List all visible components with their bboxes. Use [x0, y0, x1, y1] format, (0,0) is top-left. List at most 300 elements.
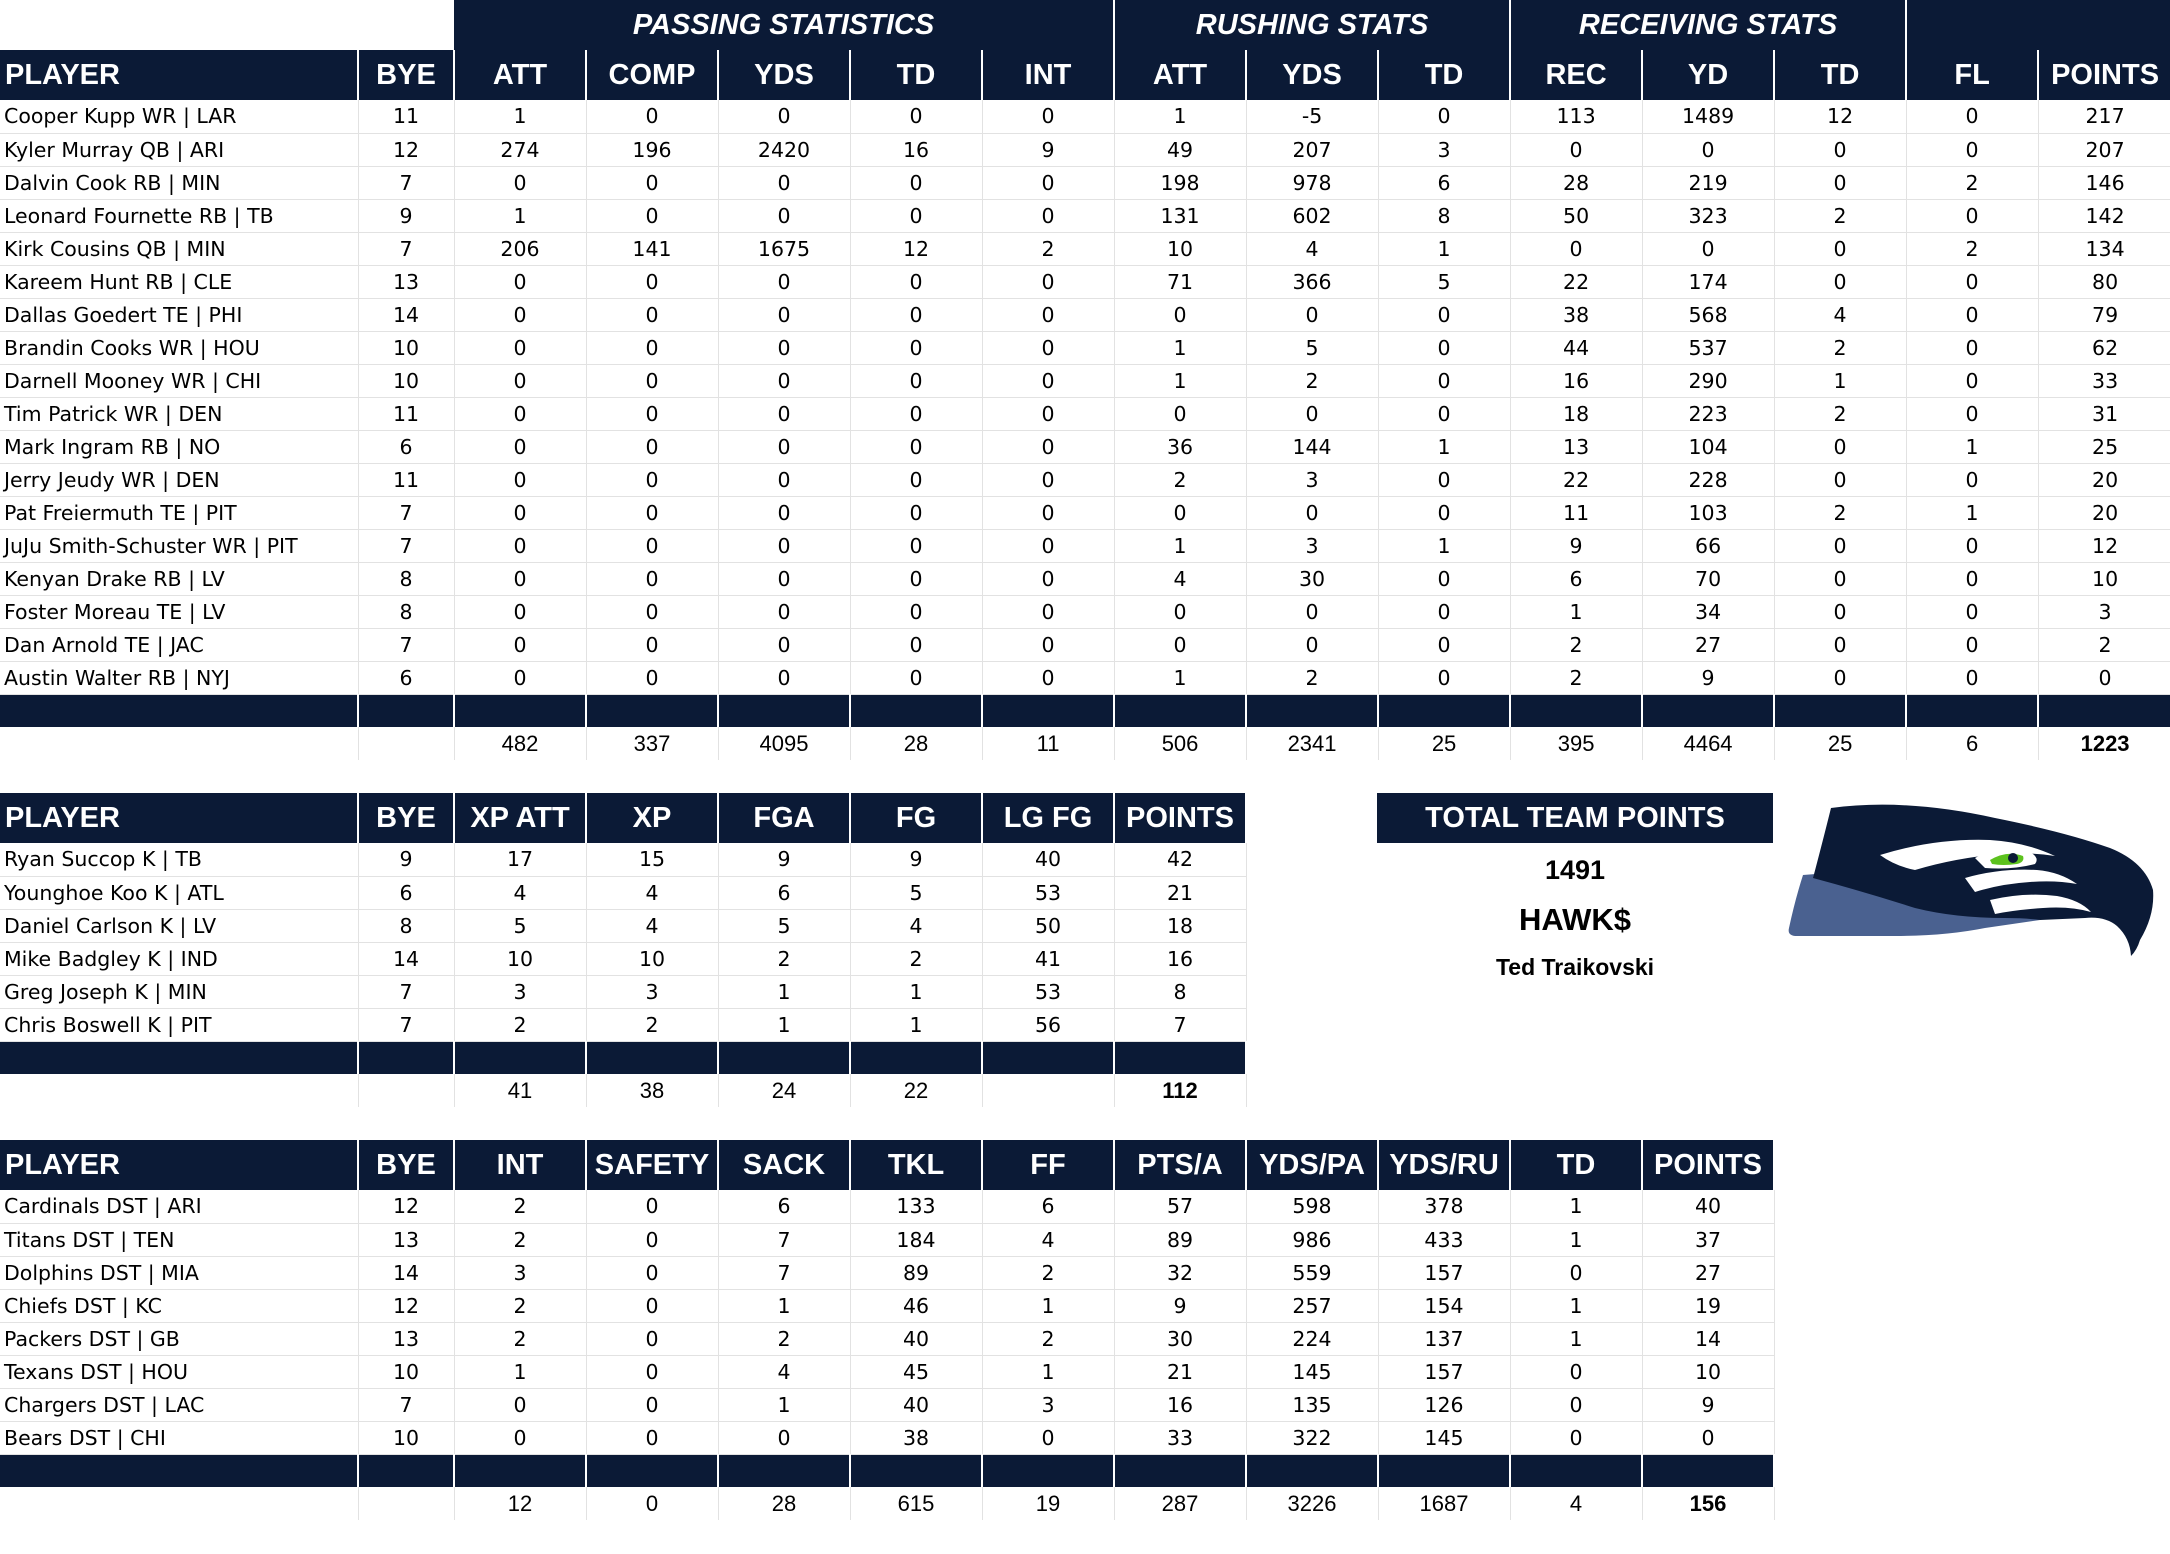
stat-cell: 89 — [1114, 1223, 1246, 1256]
stat-cell: 27 — [1642, 628, 1774, 661]
stat-cell: 0 — [1774, 628, 1906, 661]
total-cell — [982, 1074, 1114, 1107]
stat-cell: 8 — [1114, 975, 1246, 1008]
player-name-cell: Ryan Succop K | TB — [0, 843, 358, 876]
stat-cell: 0 — [586, 265, 718, 298]
stat-cell: 0 — [586, 397, 718, 430]
stat-cell: 1 — [718, 1008, 850, 1041]
stat-cell: 11 — [358, 397, 454, 430]
stat-cell: 3 — [982, 1388, 1114, 1421]
stat-cell: 2 — [1510, 661, 1642, 694]
stat-cell: 0 — [1378, 331, 1510, 364]
stat-cell: 0 — [1906, 265, 2038, 298]
stat-cell: 21 — [1114, 1355, 1246, 1388]
stat-cell: 1 — [1378, 529, 1510, 562]
stat-cell: 207 — [1246, 133, 1378, 166]
total-cell: 506 — [1114, 727, 1246, 760]
stat-cell: 0 — [850, 331, 982, 364]
stat-cell: 7 — [358, 1388, 454, 1421]
stat-cell: 6 — [1378, 166, 1510, 199]
stat-cell: 145 — [1378, 1421, 1510, 1454]
table-row — [0, 529, 2170, 562]
stat-cell: 0 — [982, 628, 1114, 661]
stat-cell: 13 — [358, 1223, 454, 1256]
stat-cell: 0 — [850, 100, 982, 133]
team-name: HAWK$ — [1519, 902, 1631, 937]
table-row — [0, 661, 2170, 694]
stat-cell: 0 — [586, 1355, 718, 1388]
stat-cell: 15 — [586, 843, 718, 876]
stat-cell: 0 — [1906, 595, 2038, 628]
stat-cell: 1 — [718, 1388, 850, 1421]
stat-cell: 0 — [850, 430, 982, 463]
stat-cell: 0 — [586, 661, 718, 694]
stat-cell: 4 — [586, 909, 718, 942]
stat-cell: 0 — [586, 1388, 718, 1421]
stat-cell: 0 — [1114, 397, 1246, 430]
stat-cell: 290 — [1642, 364, 1774, 397]
total-cell — [0, 1074, 358, 1107]
totals-row — [0, 1074, 1246, 1107]
stat-cell: 0 — [1378, 562, 1510, 595]
stat-cell: 0 — [1774, 133, 1906, 166]
stat-cell: 0 — [454, 463, 586, 496]
stat-cell: 145 — [1246, 1355, 1378, 1388]
total-cell: 4095 — [718, 727, 850, 760]
stat-cell: 17 — [454, 843, 586, 876]
stat-cell: 0 — [1246, 595, 1378, 628]
stat-cell: 223 — [1642, 397, 1774, 430]
stat-cell: 0 — [586, 463, 718, 496]
stat-cell: 0 — [586, 298, 718, 331]
total-cell: 615 — [850, 1487, 982, 1520]
stat-cell: 6 — [358, 430, 454, 463]
stat-cell: 0 — [454, 364, 586, 397]
defense-col-header-bye: BYE — [358, 1140, 454, 1190]
stat-cell: 559 — [1246, 1256, 1378, 1289]
stat-cell: 1489 — [1642, 100, 1774, 133]
stat-cell: 2 — [454, 1223, 586, 1256]
player-name-cell: Bears DST | CHI — [0, 1421, 358, 1454]
stat-cell: 0 — [586, 595, 718, 628]
stat-cell: 0 — [1774, 166, 1906, 199]
stat-cell: 0 — [586, 1289, 718, 1322]
stat-cell: 7 — [718, 1256, 850, 1289]
stat-cell: 6 — [718, 876, 850, 909]
stat-cell: 53 — [982, 975, 1114, 1008]
stat-cell: 0 — [586, 496, 718, 529]
player-name-cell: Darnell Mooney WR | CHI — [0, 364, 358, 397]
stat-cell: 157 — [1378, 1256, 1510, 1289]
offense-col-header-fl: FL — [1906, 50, 2038, 100]
stat-cell: 10 — [358, 331, 454, 364]
stat-cell: 53 — [982, 876, 1114, 909]
stat-cell: 0 — [1906, 331, 2038, 364]
stat-cell: 4 — [982, 1223, 1114, 1256]
stat-cell: 1 — [718, 975, 850, 1008]
stat-cell: 0 — [454, 562, 586, 595]
table-row — [0, 496, 2170, 529]
receiving-group-header: RECEIVING STATS — [1510, 0, 1906, 50]
stat-cell: 0 — [1378, 397, 1510, 430]
stat-cell: 3 — [2038, 595, 2170, 628]
total-cell: 24 — [718, 1074, 850, 1107]
stat-cell: 41 — [982, 942, 1114, 975]
stat-cell: 16 — [850, 133, 982, 166]
stat-cell: 0 — [718, 298, 850, 331]
stat-cell: 2 — [1906, 166, 2038, 199]
stat-cell: 0 — [850, 562, 982, 595]
stat-cell: 3 — [1246, 529, 1378, 562]
player-name-cell: Kyler Murray QB | ARI — [0, 133, 358, 166]
stat-cell: 0 — [718, 364, 850, 397]
player-name-cell: Mike Badgley K | IND — [0, 942, 358, 975]
table-row — [0, 1190, 1774, 1223]
stat-cell: 1 — [1378, 430, 1510, 463]
stat-cell: 0 — [454, 430, 586, 463]
total-cell: 156 — [1642, 1487, 1774, 1520]
stat-cell: 2 — [982, 1256, 1114, 1289]
table-row — [0, 1421, 1774, 1454]
stat-cell: 0 — [982, 529, 1114, 562]
stat-cell: 133 — [850, 1190, 982, 1223]
player-name-cell: Chris Boswell K | PIT — [0, 1008, 358, 1041]
stat-cell: 50 — [1510, 199, 1642, 232]
stat-cell: 0 — [454, 397, 586, 430]
total-cell — [358, 1074, 454, 1107]
stat-cell: 2 — [718, 942, 850, 975]
kickers-col-header-points: POINTS — [1114, 793, 1246, 843]
table-row — [0, 909, 1246, 942]
kickers-col-header-fga: FGA — [718, 793, 850, 843]
stat-cell: 0 — [586, 628, 718, 661]
kickers-col-header-bye: BYE — [358, 793, 454, 843]
stat-cell: 2 — [586, 1008, 718, 1041]
stat-cell: 0 — [454, 331, 586, 364]
stat-cell: 3 — [1378, 133, 1510, 166]
player-name-cell: Greg Joseph K | MIN — [0, 975, 358, 1008]
stat-cell: 0 — [1774, 265, 1906, 298]
table-row — [0, 1388, 1774, 1421]
stat-cell: 0 — [1774, 463, 1906, 496]
stat-cell: 12 — [358, 1190, 454, 1223]
stat-cell: 10 — [2038, 562, 2170, 595]
stat-cell: 323 — [1642, 199, 1774, 232]
stat-cell: 0 — [586, 100, 718, 133]
total-cell: 112 — [1114, 1074, 1246, 1107]
player-name-cell: Chiefs DST | KC — [0, 1289, 358, 1322]
stat-cell: 274 — [454, 133, 586, 166]
stat-cell: 38 — [1510, 298, 1642, 331]
stat-cell: 9 — [718, 843, 850, 876]
stat-cell: 6 — [718, 1190, 850, 1223]
stat-cell: 0 — [586, 1322, 718, 1355]
stat-cell: 0 — [850, 496, 982, 529]
stat-cell: 28 — [1510, 166, 1642, 199]
stat-cell: 44 — [1510, 331, 1642, 364]
stat-cell: 40 — [850, 1388, 982, 1421]
stat-cell: 0 — [982, 397, 1114, 430]
stat-cell: 986 — [1246, 1223, 1378, 1256]
stat-cell: 0 — [982, 265, 1114, 298]
offense-col-header-yds: YDS — [718, 50, 850, 100]
stat-cell: 4 — [1114, 562, 1246, 595]
stat-cell: 10 — [586, 942, 718, 975]
stat-cell: 322 — [1246, 1421, 1378, 1454]
stat-cell: 2 — [1510, 628, 1642, 661]
stat-cell: 0 — [718, 100, 850, 133]
table-row — [0, 843, 1246, 876]
stat-cell: 3 — [1246, 463, 1378, 496]
stat-cell: 0 — [586, 1421, 718, 1454]
stat-cell: 0 — [1378, 463, 1510, 496]
stat-cell: 7 — [358, 232, 454, 265]
stat-cell: 8 — [358, 595, 454, 628]
defense-col-header-ff: FF — [982, 1140, 1114, 1190]
stat-cell: 1 — [982, 1289, 1114, 1322]
stat-cell: 10 — [1114, 232, 1246, 265]
stat-cell: 0 — [1114, 595, 1246, 628]
table-row — [0, 232, 2170, 265]
stat-cell: 34 — [1642, 595, 1774, 628]
stat-cell: 0 — [1510, 232, 1642, 265]
stat-cell: 11 — [1510, 496, 1642, 529]
stat-cell: 9 — [850, 843, 982, 876]
stat-cell: 0 — [850, 628, 982, 661]
stat-cell: 11 — [358, 463, 454, 496]
stat-cell: 1 — [1510, 1223, 1642, 1256]
stat-cell: 0 — [454, 529, 586, 562]
player-name-cell: Mark Ingram RB | NO — [0, 430, 358, 463]
table-row — [0, 298, 2170, 331]
defense-table — [0, 1140, 1775, 1520]
total-cell: 3226 — [1246, 1487, 1378, 1520]
stat-cell: 19 — [1642, 1289, 1774, 1322]
stat-cell: 0 — [1246, 628, 1378, 661]
stat-cell: 0 — [1906, 529, 2038, 562]
stat-cell: 2 — [1246, 661, 1378, 694]
player-name-cell: Kareem Hunt RB | CLE — [0, 265, 358, 298]
stat-cell: 56 — [982, 1008, 1114, 1041]
stat-cell: 2 — [1774, 496, 1906, 529]
stat-cell: 433 — [1378, 1223, 1510, 1256]
stat-cell: 0 — [586, 529, 718, 562]
stat-cell: 2 — [718, 1322, 850, 1355]
stat-cell: 568 — [1642, 298, 1774, 331]
stat-cell: 1 — [982, 1355, 1114, 1388]
stat-cell: 5 — [850, 876, 982, 909]
stat-cell: 8 — [358, 909, 454, 942]
stat-cell: 0 — [1378, 595, 1510, 628]
stat-cell: 14 — [358, 1256, 454, 1289]
stat-cell: 1 — [850, 1008, 982, 1041]
offense-col-header-td: TD — [1378, 50, 1510, 100]
stat-cell: 0 — [586, 199, 718, 232]
stat-cell: 0 — [850, 166, 982, 199]
passing-group-header: PASSING STATISTICS — [454, 0, 1114, 50]
stat-cell: 13 — [358, 265, 454, 298]
stat-cell: 207 — [2038, 133, 2170, 166]
table-row — [0, 133, 2170, 166]
stat-cell: 9 — [982, 133, 1114, 166]
stat-cell: 22 — [1510, 265, 1642, 298]
stat-cell: 0 — [454, 1388, 586, 1421]
defense-col-header-pts-a: PTS/A — [1114, 1140, 1246, 1190]
total-cell — [358, 1487, 454, 1520]
stat-cell: 537 — [1642, 331, 1774, 364]
stat-cell: 154 — [1378, 1289, 1510, 1322]
stat-cell: 0 — [718, 1421, 850, 1454]
stat-cell: 0 — [718, 166, 850, 199]
stat-cell: 2 — [1774, 397, 1906, 430]
table-row — [0, 430, 2170, 463]
stat-cell: 0 — [1246, 298, 1378, 331]
player-name-cell: Dallas Goedert TE | PHI — [0, 298, 358, 331]
stat-cell: 113 — [1510, 100, 1642, 133]
stat-cell: 37 — [1642, 1223, 1774, 1256]
player-name-cell: Dalvin Cook RB | MIN — [0, 166, 358, 199]
stat-cell: 1 — [454, 100, 586, 133]
stat-cell: 14 — [1642, 1322, 1774, 1355]
stat-cell: 104 — [1642, 430, 1774, 463]
stat-cell: 0 — [1510, 1388, 1642, 1421]
stat-cell: 0 — [718, 529, 850, 562]
stat-cell: 0 — [718, 265, 850, 298]
team-summary — [1377, 793, 1773, 981]
divider-bar — [0, 1041, 1246, 1074]
stat-cell: 13 — [1510, 430, 1642, 463]
table-row — [0, 100, 2170, 133]
table-row — [0, 397, 2170, 430]
stat-cell: 0 — [1906, 628, 2038, 661]
stat-cell: 0 — [1378, 661, 1510, 694]
total-cell: 25 — [1378, 727, 1510, 760]
stat-cell: 33 — [1114, 1421, 1246, 1454]
stat-cell: 0 — [454, 496, 586, 529]
stat-cell: 2 — [454, 1008, 586, 1041]
stat-cell: 16 — [1114, 942, 1246, 975]
team-owner: Ted Traikovski — [1495, 954, 1655, 980]
player-name-cell: Foster Moreau TE | LV — [0, 595, 358, 628]
player-name-cell: Cardinals DST | ARI — [0, 1190, 358, 1223]
stat-cell: 142 — [2038, 199, 2170, 232]
stat-cell: 12 — [2038, 529, 2170, 562]
stat-cell: 79 — [2038, 298, 2170, 331]
stat-cell: 1 — [1510, 595, 1642, 628]
total-cell: 19 — [982, 1487, 1114, 1520]
stat-cell: 0 — [982, 100, 1114, 133]
stat-cell: 0 — [1906, 298, 2038, 331]
stat-cell: 1 — [1510, 1190, 1642, 1223]
total-cell: 28 — [718, 1487, 850, 1520]
stat-cell: 0 — [982, 562, 1114, 595]
stat-cell: 27 — [1642, 1256, 1774, 1289]
offense-table — [0, 0, 2170, 760]
player-name-cell: Texans DST | HOU — [0, 1355, 358, 1388]
total-cell: 12 — [454, 1487, 586, 1520]
stat-cell: 40 — [850, 1322, 982, 1355]
player-name-cell: Packers DST | GB — [0, 1322, 358, 1355]
offense-col-header-bye: BYE — [358, 50, 454, 100]
stat-cell: 11 — [358, 100, 454, 133]
total-cell: 41 — [454, 1074, 586, 1107]
table-row — [0, 1223, 1774, 1256]
player-name-cell: Titans DST | TEN — [0, 1223, 358, 1256]
stat-cell: 0 — [982, 166, 1114, 199]
stat-cell: 49 — [1114, 133, 1246, 166]
player-name-cell: Dolphins DST | MIA — [0, 1256, 358, 1289]
stat-cell: 10 — [358, 1421, 454, 1454]
offense-col-header-int: INT — [982, 50, 1114, 100]
stat-cell: 10 — [1642, 1355, 1774, 1388]
stat-cell: 20 — [2038, 463, 2170, 496]
divider-bar — [0, 1454, 1774, 1487]
stat-cell: 0 — [850, 265, 982, 298]
total-cell: 395 — [1510, 727, 1642, 760]
total-cell — [0, 727, 358, 760]
offense-col-header-att: ATT — [454, 50, 586, 100]
stat-cell: 0 — [982, 661, 1114, 694]
table-row — [0, 876, 1246, 909]
stat-cell: 6 — [358, 661, 454, 694]
defense-col-header-yds-pa: YDS/PA — [1246, 1140, 1378, 1190]
stat-cell: 0 — [982, 331, 1114, 364]
stat-cell: 184 — [850, 1223, 982, 1256]
stat-cell: 1675 — [718, 232, 850, 265]
stat-cell: 1 — [1906, 496, 2038, 529]
stat-cell: 0 — [1774, 430, 1906, 463]
kickers-col-header-xp: XP — [586, 793, 718, 843]
stat-cell: 20 — [2038, 496, 2170, 529]
player-name-cell: Austin Walter RB | NYJ — [0, 661, 358, 694]
table-row — [0, 1256, 1774, 1289]
stat-cell: 16 — [1510, 364, 1642, 397]
stat-cell: 0 — [1246, 496, 1378, 529]
stat-cell: 228 — [1642, 463, 1774, 496]
stat-cell: 4 — [850, 909, 982, 942]
defense-col-header-int: INT — [454, 1140, 586, 1190]
offense-col-header-points: POINTS — [2038, 50, 2170, 100]
stat-cell: 0 — [454, 1421, 586, 1454]
stat-cell: 1 — [1114, 364, 1246, 397]
stat-cell: 10 — [358, 364, 454, 397]
stat-cell: 602 — [1246, 199, 1378, 232]
stat-cell: 7 — [358, 975, 454, 1008]
stat-cell: 0 — [1378, 364, 1510, 397]
defense-col-header-player: PLAYER — [0, 1140, 358, 1190]
stat-cell: 7 — [358, 496, 454, 529]
stat-cell: 0 — [586, 430, 718, 463]
stat-cell: 0 — [718, 463, 850, 496]
totals-row — [0, 1487, 1774, 1520]
stat-cell: 22 — [1510, 463, 1642, 496]
stat-cell: 12 — [358, 1289, 454, 1322]
stat-cell: 16 — [1114, 1388, 1246, 1421]
stat-cell: 40 — [1642, 1190, 1774, 1223]
stat-cell: 5 — [1246, 331, 1378, 364]
stat-cell: 0 — [718, 562, 850, 595]
stat-cell: 978 — [1246, 166, 1378, 199]
stat-cell: 7 — [718, 1223, 850, 1256]
stat-cell: 66 — [1642, 529, 1774, 562]
table-row — [0, 975, 1246, 1008]
stat-cell: 0 — [1774, 529, 1906, 562]
stat-cell: 0 — [850, 397, 982, 430]
kickers-table — [0, 793, 1247, 1107]
stat-cell: 30 — [1246, 562, 1378, 595]
stat-cell: 0 — [586, 364, 718, 397]
stat-cell: 1 — [454, 1355, 586, 1388]
